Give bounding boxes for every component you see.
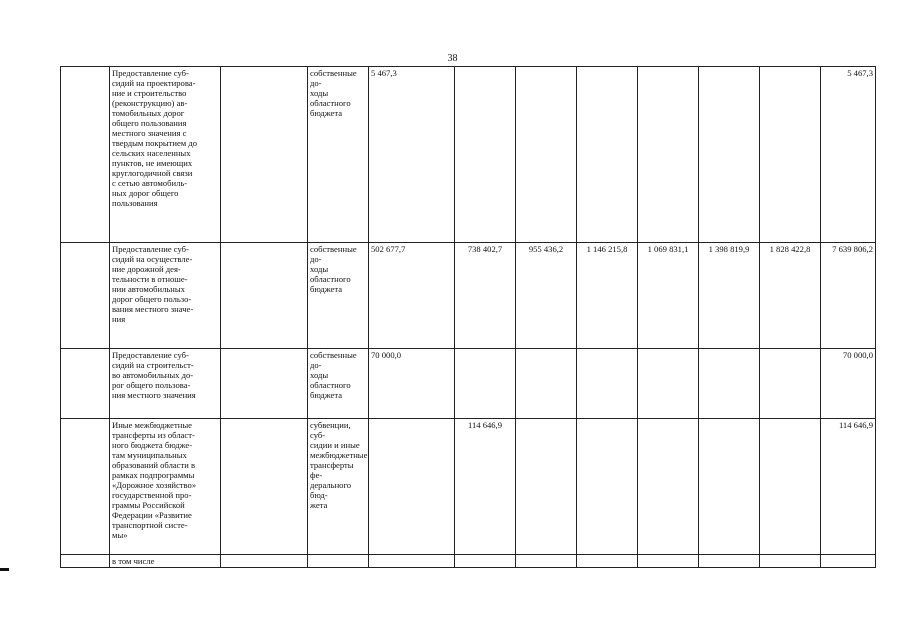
- value-cell: [638, 67, 699, 243]
- value-cell: 70 000,0: [369, 349, 455, 419]
- table-row: [61, 67, 876, 243]
- row-funding-source: собственные до- ходы областного бюджета: [308, 349, 369, 419]
- value-cell: [638, 419, 699, 555]
- table-row: [61, 419, 876, 555]
- total-cell: 5 467,3: [821, 67, 876, 243]
- value-cell: 955 436,2: [516, 243, 577, 349]
- value-cell: 5 467,3: [369, 67, 455, 243]
- value-cell: [516, 419, 577, 555]
- value-cell: [699, 419, 760, 555]
- row-funding-source: собственные до- ходы областного бюджета: [308, 67, 369, 243]
- value-cell: 1 146 215,8: [577, 243, 638, 349]
- value-cell: [516, 555, 577, 568]
- value-cell: [699, 555, 760, 568]
- value-cell: 738 402,7: [455, 243, 516, 349]
- total-cell: 114 646,9: [821, 419, 876, 555]
- value-cell: 1 069 831,1: [638, 243, 699, 349]
- row-description: Предоставление суб- сидий на строительст- во автомобильных до- рог общего пользова- ния местного значения: [110, 349, 221, 419]
- value-cell: [516, 67, 577, 243]
- page-number: 38: [447, 53, 458, 64]
- value-cell: [577, 419, 638, 555]
- value-cell: [455, 555, 516, 568]
- value-cell: 502 677,7: [369, 243, 455, 349]
- value-cell: [699, 67, 760, 243]
- value-cell: 114 646,9: [455, 419, 516, 555]
- value-cell: [577, 67, 638, 243]
- row-description: Иные межбюджетные трансферты из област- ного бюджета бюдже- там муниципальных образований области в рамках подпрограммы «Дорожное хозяйство» государственной про- граммы Российской Федерации «Развитие транспортной систе- мы»: [110, 419, 221, 555]
- row-funding-source: субвенции, суб- сидии и иные межбюджетные трансферты фе- дерального бюд- жета: [308, 419, 369, 555]
- value-cell: [760, 67, 821, 243]
- margin-mark: [0, 568, 9, 571]
- blank-cell: [61, 67, 110, 243]
- row-description: Предоставление суб- сидий на проектирова- ние и строительство (реконструкцию) ав- томобильных дорог общего пользования местного значения с твердым покрытием до сельских населенных пунктов, не имеющих круглогодичной связи с сетью автомобиль- ных дорог общего пользования: [110, 67, 221, 243]
- value-cell: [516, 349, 577, 419]
- value-cell: [760, 419, 821, 555]
- table-row: [61, 349, 876, 419]
- value-cell: [760, 349, 821, 419]
- blank-cell: [61, 243, 110, 349]
- value-cell: 1 398 819,9: [699, 243, 760, 349]
- row-funding-source: [308, 555, 369, 568]
- value-cell: [369, 419, 455, 555]
- total-cell: [821, 555, 876, 568]
- value-cell: [455, 349, 516, 419]
- blank-cell: [61, 555, 110, 568]
- value-cell: 1 828 422,8: [760, 243, 821, 349]
- budget-table: [60, 66, 876, 568]
- blank-cell: [61, 349, 110, 419]
- blank-cell: [221, 349, 308, 419]
- value-cell: [455, 67, 516, 243]
- blank-cell: [221, 243, 308, 349]
- row-description: Предоставление суб- сидий на осуществле- ние дорожной дея- тельности в отноше- нии автомобильных дорог общего пользо- вания местного значе- ния: [110, 243, 221, 349]
- row-description: в том числе: [110, 555, 221, 568]
- value-cell: [369, 555, 455, 568]
- table-row: [61, 243, 876, 349]
- total-cell: 7 639 806,2: [821, 243, 876, 349]
- blank-cell: [61, 419, 110, 555]
- value-cell: [577, 349, 638, 419]
- value-cell: [638, 555, 699, 568]
- blank-cell: [221, 67, 308, 243]
- value-cell: [577, 555, 638, 568]
- blank-cell: [221, 419, 308, 555]
- total-cell: 70 000,0: [821, 349, 876, 419]
- value-cell: [760, 555, 821, 568]
- value-cell: [699, 349, 760, 419]
- row-funding-source: собственные до- ходы областного бюджета: [308, 243, 369, 349]
- table-row: [61, 555, 876, 568]
- value-cell: [638, 349, 699, 419]
- blank-cell: [221, 555, 308, 568]
